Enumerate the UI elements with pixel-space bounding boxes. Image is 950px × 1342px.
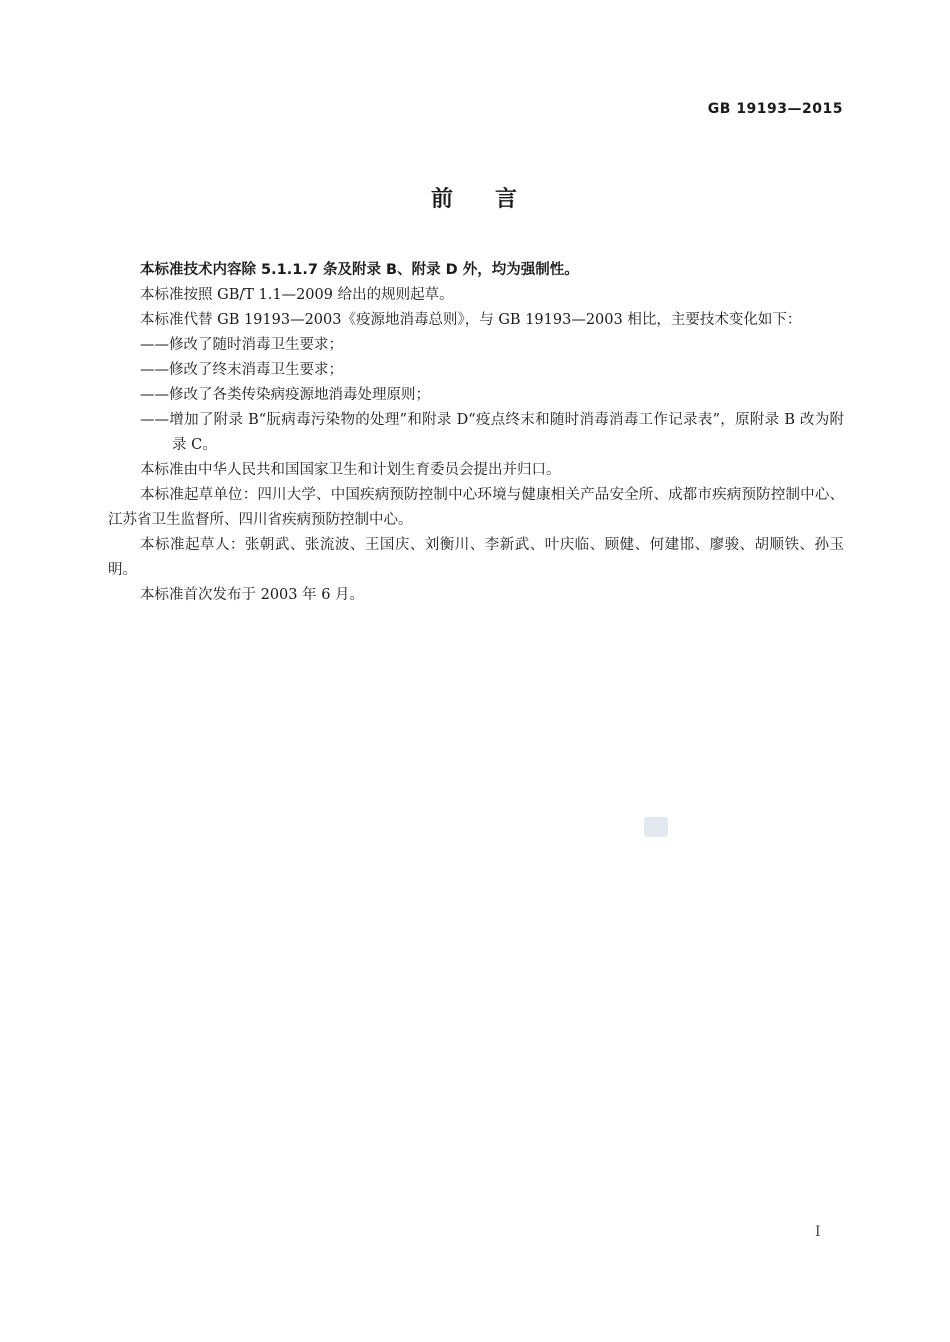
list-item-text: 增加了附录 B“朊病毒污染物的处理”和附录 D“疫点终末和随时消毒消毒工作记录表”，原附录 B 改为附录 C。 — [169, 412, 844, 453]
list-item — [108, 383, 844, 408]
list-dash: —— — [140, 412, 169, 428]
standard-number: GB 19193—2015 — [707, 101, 843, 117]
list-item — [108, 408, 844, 458]
list-item-text: 修改了随时消毒卫生要求； — [169, 337, 343, 353]
title-part-2: 言 — [495, 187, 520, 212]
page-title — [0, 182, 950, 213]
title-part-1: 前 — [430, 187, 455, 212]
replacement-statement: 本标准代替 GB 19193—2003《疫源地消毒总则》，与 GB 19193—2003 相比，主要技术变化如下： — [140, 312, 802, 328]
list-item — [108, 333, 844, 358]
page-number: I — [815, 1224, 821, 1240]
list-item-text: 修改了各类传染病疫源地消毒处理原则； — [169, 387, 430, 403]
list-dash: —— — [140, 337, 169, 353]
proposing-body: 本标准由中华人民共和国国家卫生和计划生育委员会提出并归口。 — [140, 462, 561, 478]
drafters: 本标准起草人：张朝武、张流波、王国庆、刘衡川、李新武、叶庆临、顾健、何建邯、廖骏、胡顺铁、孙玉明。 — [108, 537, 844, 578]
list-dash: —— — [140, 362, 169, 378]
first-publication: 本标准首次发布于 2003 年 6 月。 — [140, 587, 365, 603]
list-dash: —— — [140, 387, 169, 403]
drafting-units: 本标准起草单位：四川大学、中国疾病预防控制中心环境与健康相关产品安全所、成都市疾病预防控制中心、江苏省卫生监督所、四川省疾病预防控制中心。 — [108, 487, 844, 528]
list-item-text: 修改了终末消毒卫生要求； — [169, 362, 343, 378]
mandatory-statement: 本标准技术内容除 5.1.1.7 条及附录 B、附录 D 外，均为强制性。 — [140, 262, 579, 278]
watermark-logo-icon — [644, 817, 668, 837]
list-item — [108, 358, 844, 383]
foreword-body — [108, 258, 844, 608]
drafting-rules: 本标准按照 GB/T 1.1—2009 给出的规则起草。 — [140, 287, 454, 303]
